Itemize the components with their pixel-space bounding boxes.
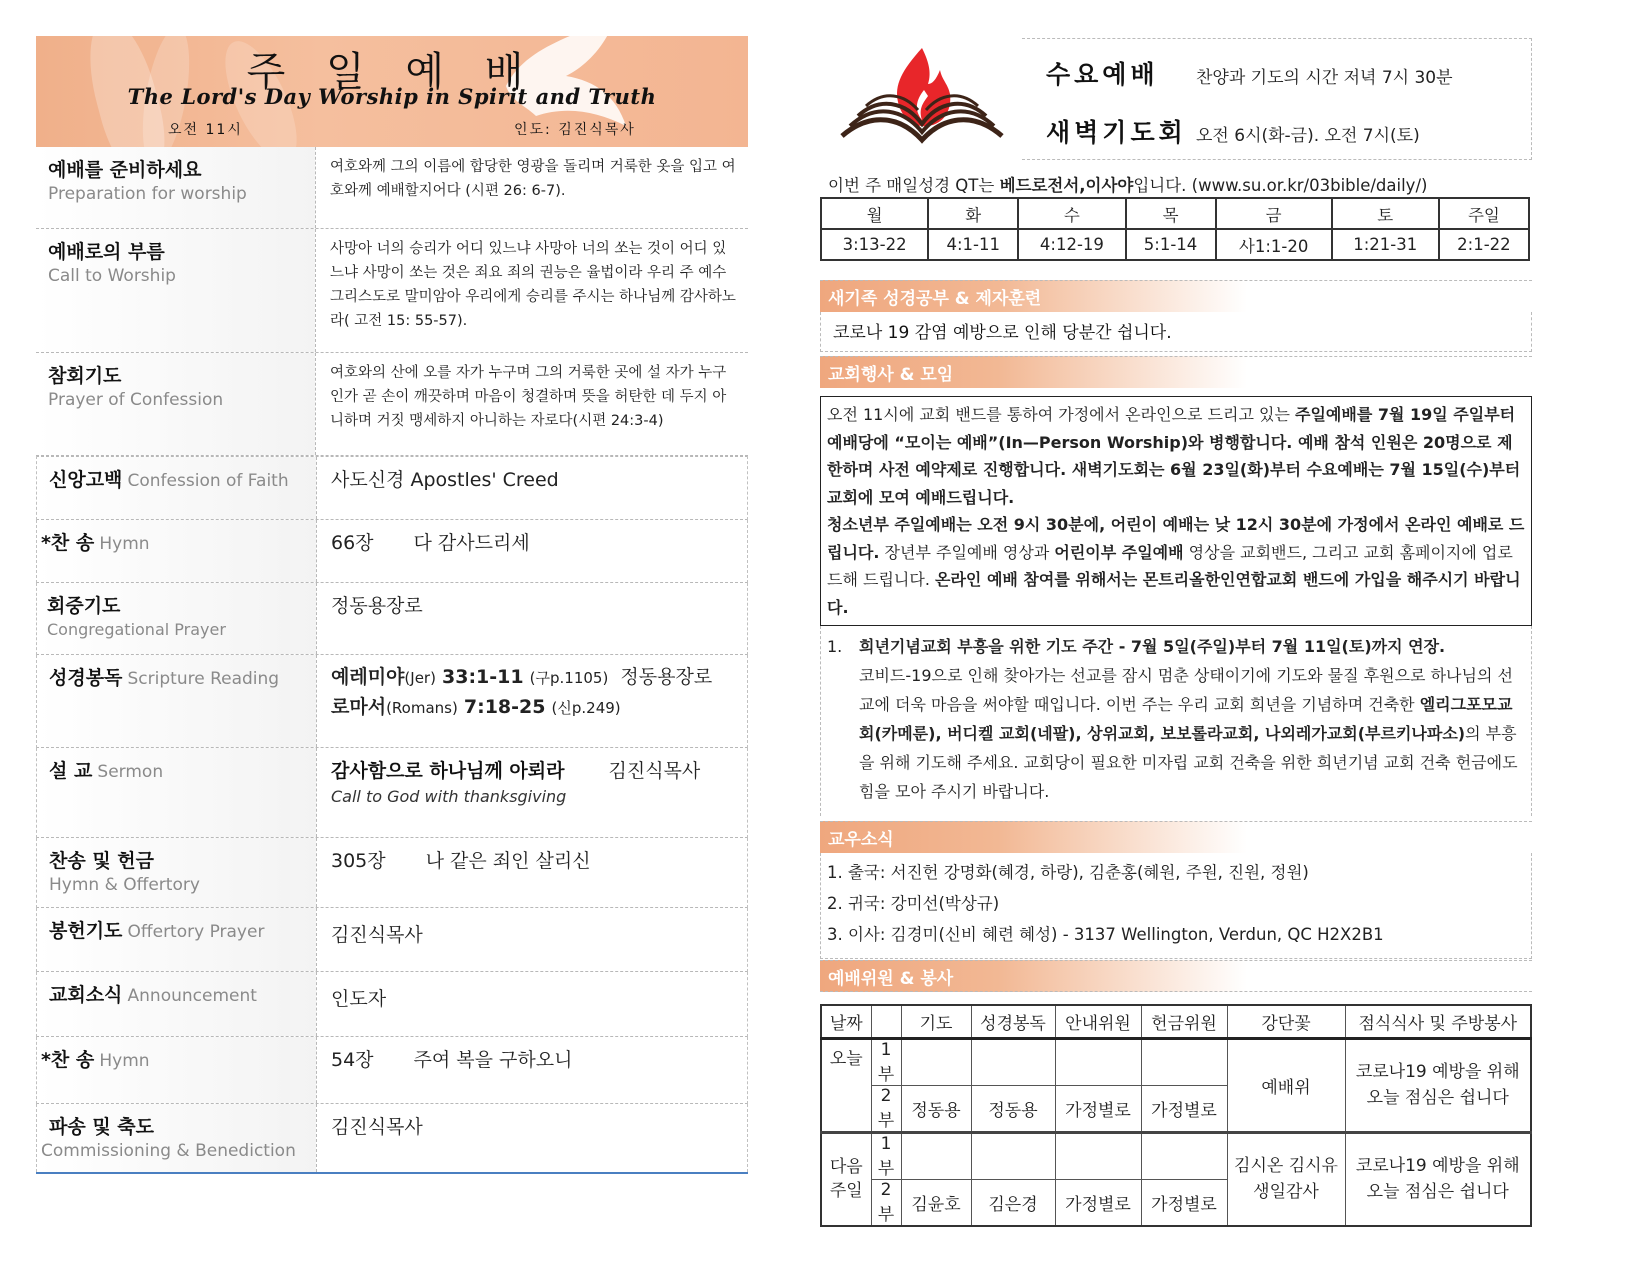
section-body: 코로나 19 감염 예방으로 인해 당분간 쉽니다. bbox=[820, 312, 1532, 352]
qt-days-row: 월 화 수 목 금 토 주일 bbox=[821, 198, 1529, 229]
order-title-en: Prayer of Confession bbox=[48, 390, 224, 410]
order-title-en: Preparation for worship bbox=[48, 184, 247, 204]
order-row-preparation bbox=[36, 147, 748, 229]
qt-table bbox=[820, 197, 1530, 261]
order-content: 여호와의 산에 오를 자가 누구며 그의 거룩한 곳에 설 자가 누구인가 곧 손이 깨끗하며 마음이 청결하며 뜻을 허탄한 데 두지 아니하며 거짓 맹세하지 아니하는 자로다(시편 24:3-4) bbox=[330, 365, 727, 429]
sunday-worship-banner bbox=[36, 36, 748, 147]
order-title-en: Confession of Faith bbox=[127, 471, 289, 491]
qt-description: 이번 주 매일성경 QT는 베드로전서,이사야입니다. (www.su.or.kr/03bible/daily/) bbox=[828, 176, 1428, 195]
order-title-ko: 파송 및 축도 bbox=[49, 1116, 154, 1138]
scripture-reader: 정동용장로 bbox=[620, 666, 713, 688]
hymn-number: 66장 bbox=[331, 532, 374, 554]
servers-section bbox=[820, 960, 1532, 1227]
member-news-item: 2. 귀국: 강미선(박상규) bbox=[827, 894, 1000, 913]
order-row-hymn bbox=[36, 520, 748, 583]
section-heading: 교우소식 bbox=[820, 821, 1532, 853]
hymn-number: 54장 bbox=[331, 1049, 374, 1071]
order-title-ko: 회중기도 bbox=[47, 595, 121, 617]
order-row-sermon bbox=[36, 748, 748, 838]
order-content: 인도자 bbox=[331, 988, 387, 1010]
hymn-title: 주여 복을 구하오니 bbox=[413, 1049, 573, 1071]
order-title-en: Congregational Prayer bbox=[47, 620, 226, 639]
hymn-title: 나 같은 죄인 살리신 bbox=[425, 850, 591, 872]
order-row-confession-of-faith bbox=[36, 456, 748, 520]
order-title-ko: 참회기도 bbox=[48, 365, 122, 387]
order-content: 여호와께 그의 이름에 합당한 영광을 돌리며 거룩한 옷을 입고 여호와께 예배할지어다 (시편 26: 6-7). bbox=[330, 159, 736, 199]
order-row-call-to-worship bbox=[36, 229, 748, 353]
order-row-congregational-prayer bbox=[36, 583, 748, 655]
page-title: 주 일 예 배 bbox=[246, 49, 538, 95]
order-row-confession-prayer bbox=[36, 353, 748, 456]
sunday-worship-panel bbox=[36, 36, 748, 1174]
order-content: 김진식목사 bbox=[331, 1116, 423, 1138]
order-title-en: Hymn bbox=[99, 534, 150, 554]
table-row: 2부 정동용 정동용 가정별로 가정별로 bbox=[821, 1085, 1531, 1132]
weekday-services bbox=[1022, 38, 1532, 160]
order-content: 정동용장로 bbox=[331, 595, 423, 617]
worship-leader: 인도: 김진식목사 bbox=[514, 122, 636, 138]
qt-refs-row: 3:13-22 4:1-11 4:12-19 5:1-14 사1:1-20 1:21-31 2:1-22 bbox=[821, 229, 1529, 260]
sermon-title-en: Call to God with thanksgiving bbox=[331, 787, 567, 806]
order-content: 사망아 너의 승리가 어디 있느냐 사망아 너의 쏘는 것이 어디 있느냐 사망이 쏘는 것은 죄요 죄의 권능은 율법이라 우리 주 예수 그리스도로 말미암아 우리에게 승리를 주시는 하나님께 감사하노라( 고전 15: 55-57). bbox=[330, 241, 736, 329]
hymn-number: 305장 bbox=[331, 850, 386, 872]
order-title-ko: *찬 송 bbox=[41, 1049, 95, 1071]
order-title-en: Offertory Prayer bbox=[127, 922, 265, 942]
section-heading: 교회행사 & 모임 bbox=[820, 356, 1532, 388]
notice-box: 오전 11시에 교회 밴드를 통하여 가정에서 온라인으로 드리고 있는 주일예배를 7월 19일 주일부터 예배당에 “모이는 예배”(In—Person Worship)와 병행합니다. 예배 참석 인원은 20명으로 제한하며 사전 예약제로 진행합니다. 새벽기도회는 6월 23일(화)부터 수요예배는 7월 15일(수)부터 교회에 모여 예배드립니다. 청소년부 주일예배는 오전 9시 30분에, 어린이 예배는 낮 12시 30분에 가정에서 온라인 예배로 드립니다. 장년부 주일예배 영상과 어린이부 주일예배 영상을 교회밴드, 그리고 교회 홈페이지에 업로드해 드립니다. 온라인 예배 참여를 위해서는 몬트리올한인연합교회 밴드에 가입을 해주시기 바랍니다. bbox=[820, 396, 1532, 626]
order-title-ko: 교회소식 bbox=[49, 984, 123, 1006]
page-subtitle: The Lord's Day Worship in Spirit and Truth bbox=[127, 84, 657, 109]
dawn-prayer-service: 새벽기도회 오전 6시(화-금). 오전 7시(토) bbox=[1046, 118, 1420, 147]
order-row-offertory-prayer bbox=[36, 908, 748, 972]
table-row: 오늘 1부 예배위 코로나19 예방을 위해 오늘 점심은 쉽니다 bbox=[821, 1038, 1531, 1085]
member-news-section bbox=[820, 821, 1532, 959]
order-row-announcement bbox=[36, 972, 748, 1037]
order-row-scripture-reading bbox=[36, 655, 748, 748]
order-title-en: Sermon bbox=[97, 762, 164, 782]
member-news-item: 1. 출국: 서진헌 강명화(혜경, 하랑), 김춘홍(혜원, 주원, 진원, 정원) bbox=[827, 863, 1309, 882]
order-title-en: Hymn & Offertory bbox=[49, 875, 200, 895]
table-row: 다음 주일 1부 김시온 김시유 생일감사 코로나19 예방을 위해 오늘 점심은 쉽니다 bbox=[821, 1132, 1531, 1179]
order-title-en: Scripture Reading bbox=[127, 669, 280, 689]
preacher: 김진식목사 bbox=[608, 760, 701, 782]
order-content: 김진식목사 bbox=[331, 924, 423, 946]
order-title-en: Commissioning & Benediction bbox=[41, 1141, 296, 1161]
order-title-ko: 설 교 bbox=[49, 760, 93, 782]
worship-time: 오전 11시 bbox=[168, 122, 243, 138]
order-title-en: Hymn bbox=[99, 1051, 150, 1071]
church-events-section bbox=[820, 356, 1532, 816]
section-heading: 새기족 성경공부 & 제자훈련 bbox=[820, 280, 1532, 312]
order-row-benediction bbox=[36, 1104, 748, 1172]
order-title-ko: 봉헌기도 bbox=[49, 920, 123, 942]
sermon-title: 감사함으로 하나님께 아뢰라 bbox=[331, 760, 565, 782]
bible-study-section bbox=[820, 280, 1532, 352]
order-of-worship bbox=[36, 147, 748, 1174]
scripture-line-2: 로마서(Romans) 7:18-25 (신p.249) bbox=[331, 696, 621, 718]
order-title-ko: 찬송 및 헌금 bbox=[49, 850, 154, 872]
order-title-ko: 성경봉독 bbox=[49, 667, 123, 689]
order-row-closing-hymn bbox=[36, 1037, 748, 1104]
order-title-ko: 신앙고백 bbox=[49, 469, 123, 491]
order-title-ko: *찬 송 bbox=[41, 532, 95, 554]
wednesday-service: 수요예배 찬양과 기도의 시간 저녁 7시 30분 bbox=[1046, 60, 1453, 89]
servers-table bbox=[820, 1004, 1532, 1227]
scripture-line-1: 예레미야(Jer) 33:1-11 (구p.1105) 정동용장로 bbox=[331, 666, 713, 688]
member-news-item: 3. 이사: 김경미(신비 혜련 혜성) - 3137 Wellington, Verdun, QC H2X2B1 bbox=[827, 925, 1384, 944]
hymn-title: 다 감사드리세 bbox=[413, 532, 530, 554]
prayer-week-item: 1. 희년기념교회 부흥을 위한 기도 주간 - 7월 5일(주일)부터 7월 11일(토)까지 연장. 코비드-19으로 인해 찾아가는 선교를 잠시 멈춘 상태이기에 기도와 물질 후원으로 하나님의 선교에 더욱 마음을 써야할 때입니다. 이번 주는 우리 교회 희년을 기념하며 건축한 엘리그포모교회(카메룬), 버디켈 교회(네팔), 상위교회, 보보롤라교회, 나외레가교회(부르키나파소)의 부흥을 위해 기도해 주세요. 교회당이 필요한 미자립 교회 건축을 위한 희년기념 교회 건축 헌금에도 힘을 모아 주시기 바랍니다. bbox=[820, 626, 1532, 816]
daily-bible-qt bbox=[820, 172, 1532, 261]
order-title-ko: 예배로의 부름 bbox=[48, 241, 165, 263]
order-title-ko: 예배를 준비하세요 bbox=[48, 159, 202, 181]
prayer-item-title: 희년기념교회 부흥을 위한 기도 주간 - 7월 5일(주일)부터 7월 11일(토)까지 연장. bbox=[859, 637, 1446, 656]
section-heading: 예배위원 & 봉사 bbox=[820, 960, 1532, 992]
order-title-en: Call to Worship bbox=[48, 266, 176, 286]
divider bbox=[36, 1172, 748, 1174]
table-header-row: 날짜 기도 성경봉독 안내위원 헌금위원 강단꽃 점식식사 및 주방봉사 bbox=[821, 1005, 1531, 1038]
order-title-en: Announcement bbox=[127, 986, 257, 1006]
table-row: 2부 김윤호 김은경 가정별로 가정별로 bbox=[821, 1179, 1531, 1226]
order-content: 사도신경 Apostles' Creed bbox=[331, 469, 559, 491]
flame-bible-logo-icon bbox=[832, 40, 1012, 155]
order-row-hymn-offertory bbox=[36, 838, 748, 908]
